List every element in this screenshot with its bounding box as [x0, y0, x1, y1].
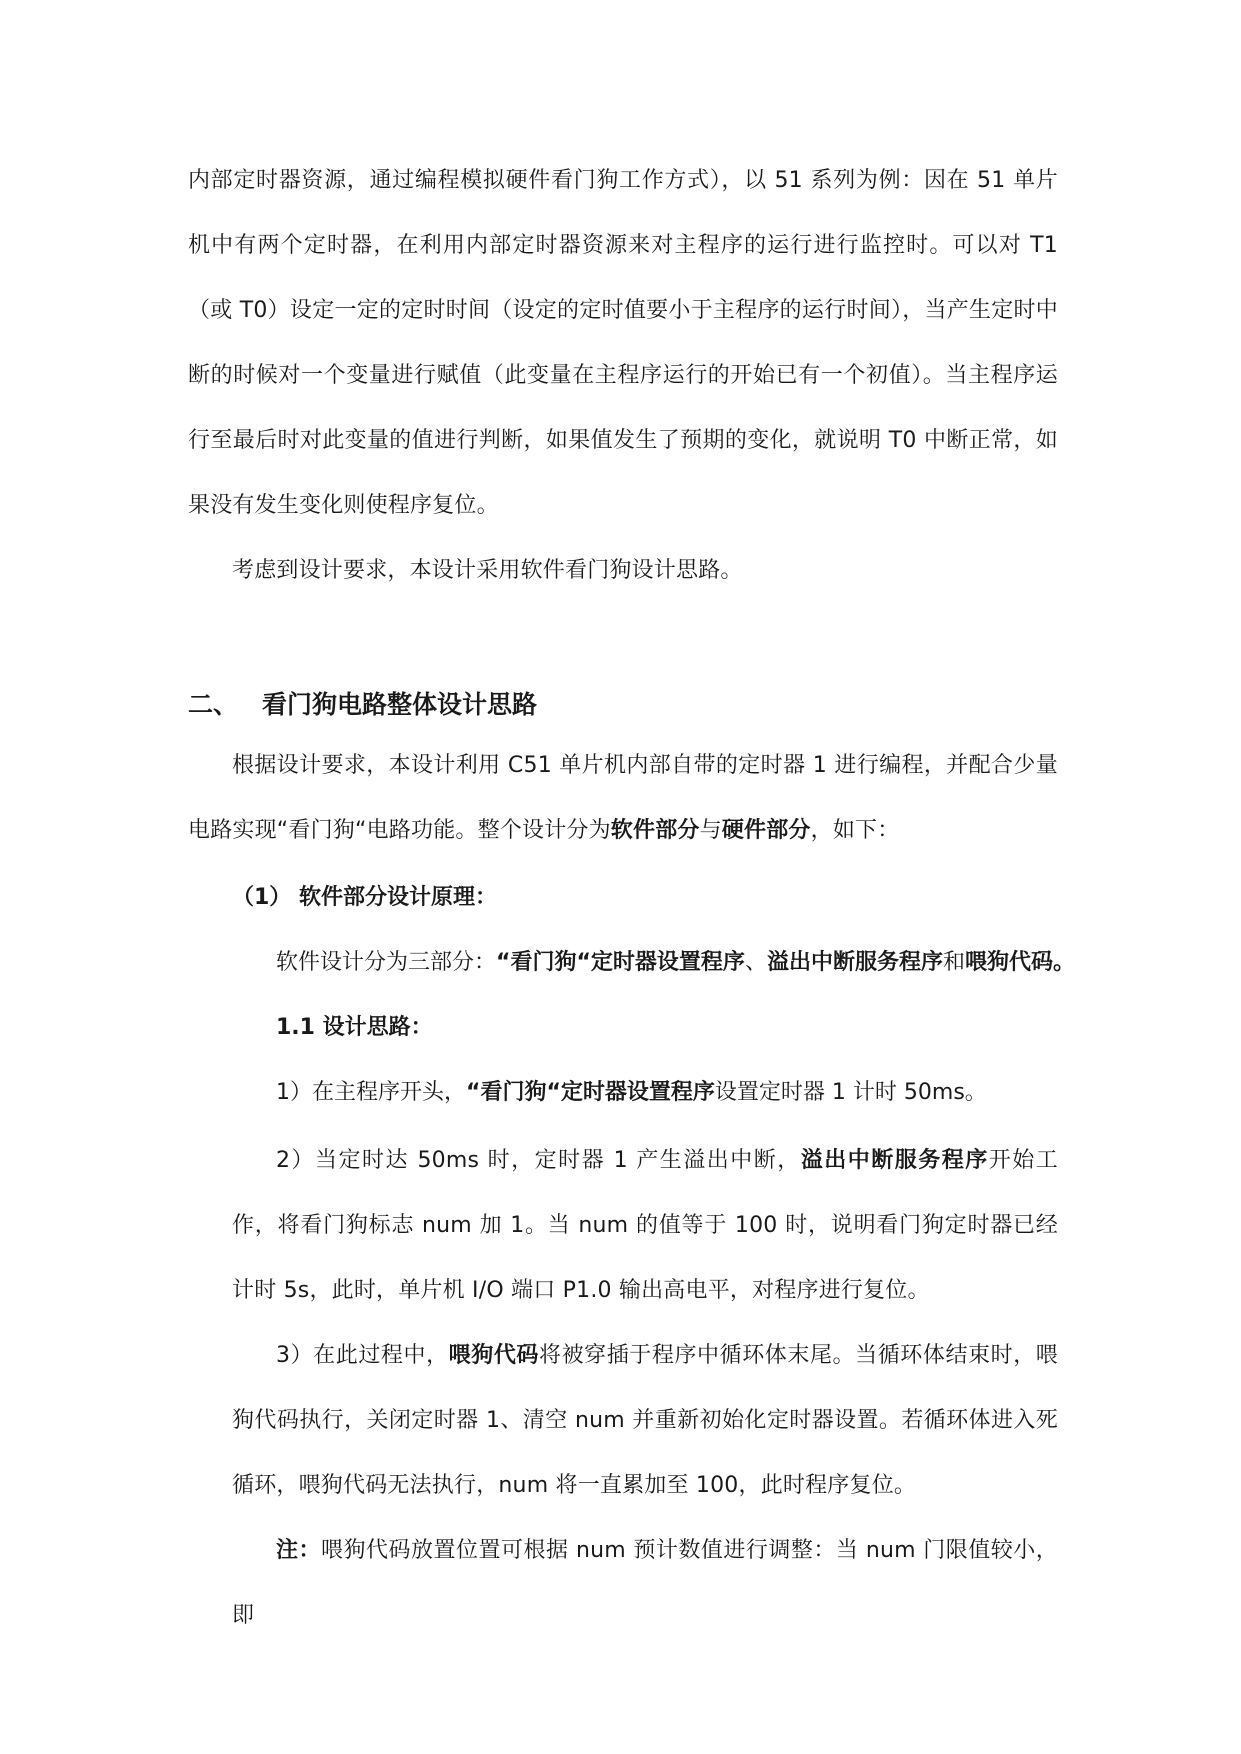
design-item-3-c: 将被穿插于程序中循环体末尾。当循环体结束时，喂狗代码执行，关闭定时器 1、清空 num 并重新初始化定时器设置。若循环体进入死循环，喂狗代码无法执行，num 将一直累加至 100，此时程序复位。: [232, 1343, 1058, 1498]
note-label: 注：: [276, 1538, 321, 1563]
design-item-2-c: 开始工作，将看门狗标志 num 加 1。当 num 的值等于 100 时，说明看门狗定时器已经计时 5s，此时，单片机 I/O 端口 P1.0 输出高电平，对程序进行复位。: [232, 1148, 1058, 1303]
section-2-text-a: 根据设计要求，本设计利用 C51 单片机内部自带的定时器 1 进行编程，并配合少量电路实现“看门狗“电路功能。整个设计分为: [188, 753, 1058, 843]
section-2-heading: [188, 690, 537, 720]
note-text: 喂狗代码放置位置可根据 num 预计数值进行调整：当 num 门限值较小，即: [232, 1538, 1058, 1628]
software-intro-b1: “看门狗“定时器设置程序: [496, 950, 745, 975]
software-heading-number: （1）: [232, 885, 292, 910]
software-intro-b3: 喂狗代码。: [964, 950, 1075, 975]
section-2-text-d: ，如下：: [810, 818, 900, 843]
design-idea-heading: 1.1 设计思路：: [276, 1015, 433, 1040]
software-heading: [232, 883, 497, 913]
design-item-2-b: 溢出中断服务程序: [800, 1148, 989, 1173]
section-2-text-c: 与: [699, 818, 722, 843]
design-item-3-a: 3）在此过程中，: [276, 1343, 449, 1368]
intro-paragraph-1: 内部定时器资源，通过编程模拟硬件看门狗工作方式），以 51 系列为例：因在 51 单片机中有两个定时器，在利用内部定时器资源来对主程序的运行进行监控时。可以对 T1（或 T0）设定一定的定时时间（设定的定时值要小于主程序的运行时间），当产生定时中断的时候对一个变量进行赋值（此变量在主程序运行的开始已有一个初值）。当主程序运行至最后时对此变量的值进行判断，如果值发生了预期的变化，就说明 T0 中断正常，如果没有发生变化则使程序复位。: [188, 168, 1058, 518]
section-2-title: 看门狗电路整体设计思路: [262, 690, 538, 719]
software-intro-d: 和: [942, 950, 965, 975]
section-2-paragraph: [188, 733, 1058, 863]
design-item-3-b: 喂狗代码: [448, 1343, 539, 1368]
software-intro-b2: 溢出中断服务程序: [766, 950, 943, 975]
hardware-part-label: 硬件部分: [721, 818, 811, 843]
design-item-1: [276, 1078, 987, 1108]
intro-paragraph-2: 考虑到设计要求，本设计采用软件看门狗设计思路。: [232, 558, 743, 583]
design-item-1-c: 设置定时器 1 计时 50ms。: [714, 1080, 987, 1105]
design-item-2: [232, 1128, 1058, 1323]
software-intro: [276, 948, 1075, 978]
software-heading-text: 软件部分设计原理：: [298, 885, 497, 910]
note-paragraph: [232, 1518, 1058, 1648]
software-intro-a: 软件设计分为三部分：: [276, 950, 497, 975]
design-item-1-b: “看门狗“定时器设置程序: [466, 1080, 715, 1105]
software-intro-c: 、: [744, 950, 767, 975]
section-2-number: 二、: [188, 690, 239, 719]
design-item-3: [232, 1323, 1058, 1518]
design-item-2-a: 2）当定时达 50ms 时，定时器 1 产生溢出中断，: [276, 1148, 801, 1173]
software-part-label: 软件部分: [610, 818, 700, 843]
design-item-1-a: 1）在主程序开头，: [276, 1080, 466, 1105]
